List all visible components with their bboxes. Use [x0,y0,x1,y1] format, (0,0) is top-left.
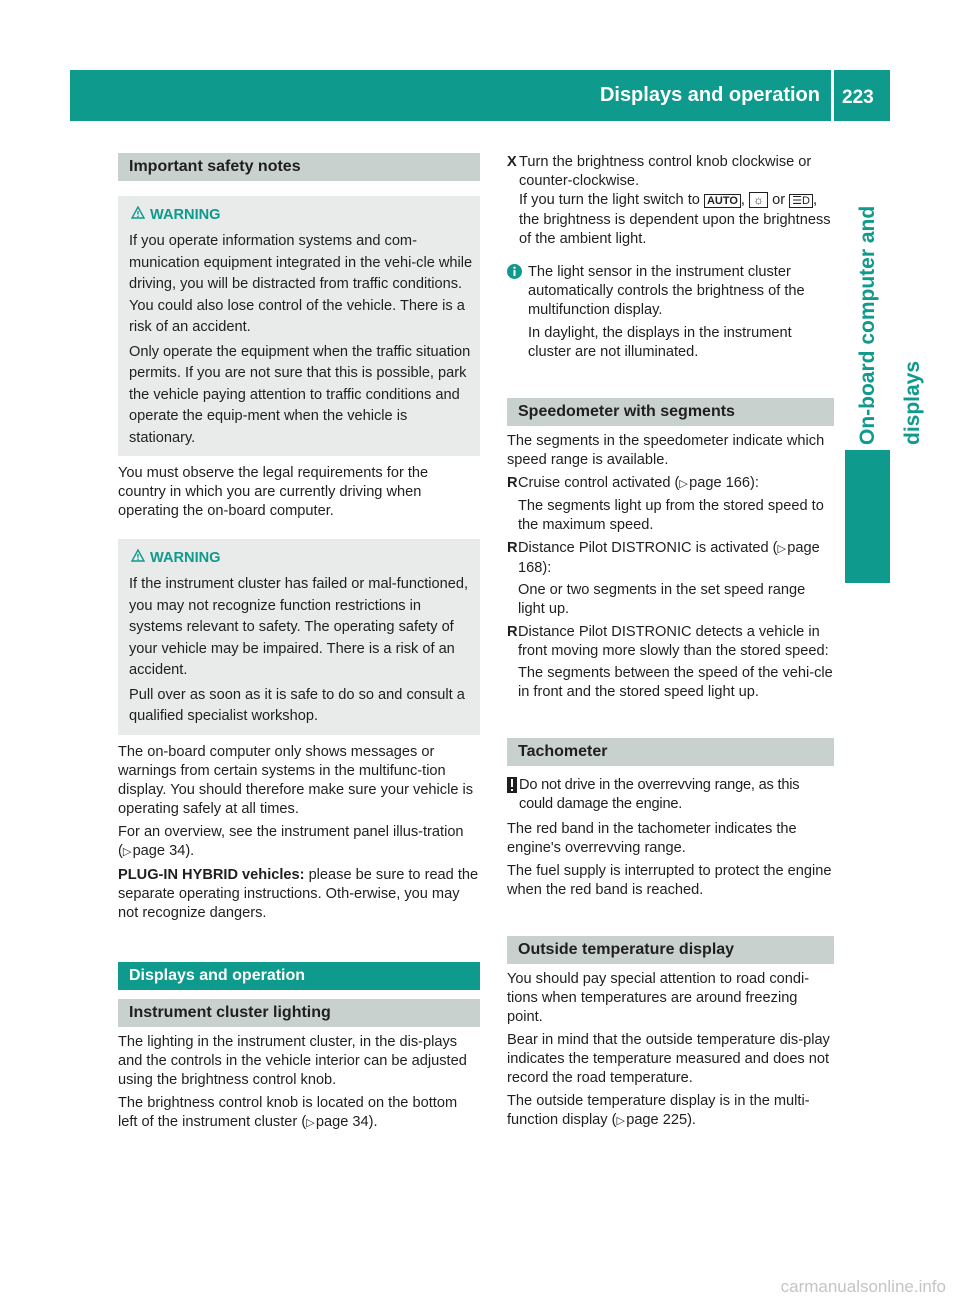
paragraph-onboard: The on-board computer only shows messages or warnings from certain systems in the multifunc-tion display. You should therefore make sure your vehicle is operating safely at all times. [118,743,474,817]
instruction-step: X Turn the brightness control knob clockwise or counter-clockwise. If you turn the light switch to AUTO , ☼ or ☰D , the brightness is dependent upon the brightness of the ambient light. [507,154,831,247]
warning-heading [131,549,474,568]
paragraph-temperature: The outside temperature display is in the multi-function display (▷ page 225). [507,1093,810,1128]
heading-instrument-cluster-lighting: Instrument cluster lighting [118,999,480,1027]
warning-triangle-icon [131,549,150,568]
page-reference-arrow-icon: ▷ [616,1115,625,1127]
bullet-icon: R [507,540,518,556]
right-column [507,153,834,1131]
caution-note: Do not drive in the overrevving range, as this could damage the engine. [507,776,834,814]
heading-tachometer: Tachometer [507,738,834,766]
paragraph-legal: You must observe the legal requirements for the country in which you are currently driving when operating the on-board computer. [118,465,429,519]
warning-box [118,539,480,735]
info-icon [507,264,522,285]
left-column [118,153,480,1133]
info-note: The light sensor in the instrument cluster automatically controls the brightness of the multifunction display. In daylight, the displays in the instrument cluster are not illuminated. [507,263,834,362]
page-header-title: Displays and operation [599,84,820,106]
warning-text: Only operate the equipment when the traffic situation permits. If you are not sure that this is possible, park the vehicle paying attention to traffic conditions and operate the equip-ment when the vehicle is stationary. [129,343,471,446]
page-reference-link[interactable]: page 168): [518,540,820,576]
side-tab-block [845,450,890,583]
header-divider [831,70,834,121]
warning-heading [131,206,474,225]
bullet-icon: R [507,624,518,640]
heading-important-safety-notes: Important safety notes [118,153,480,181]
list-item: R Cruise control activated (▷ page 166): The segments light up from the stored speed to the maximum speed. [507,475,824,533]
paragraph-lighting: The lighting in the instrument cluster, in the dis-plays and the controls in the vehicle interior can be adjusted using the brightness control knob. [118,1033,467,1088]
paragraph-temperature: You should pay special attention to road condi-tions when temperatures are around freezing point. [507,971,810,1025]
parking-light-symbol-icon: ☼ [749,192,768,208]
paragraph-plugin: PLUG-IN HYBRID vehicles: please be sure to read the separate operating instructions. Oth-erwise, you may not recognize dangers. [118,866,479,921]
page-number: 223 [842,87,874,108]
paragraph-temperature: Bear in mind that the outside temperature dis-play indicates the temperature measured and does not record the road temperature. [507,1032,830,1086]
paragraph-knob-location: The brightness control knob is located on the bottom left of the instrument cluster (▷ page 34). [118,1094,458,1130]
page-reference-link[interactable]: page 166): [689,475,759,491]
warning-box [118,196,480,456]
heading-displays-and-operation: Displays and operation [118,962,480,990]
page-reference-link[interactable]: page 34). [132,842,195,859]
bullet-icon: R [507,475,518,491]
warning-label: WARNING [150,550,221,566]
side-chapter-tab: On-board computer and displays [856,205,924,445]
warning-text: Pull over as soon as it is safe to do so and consult a qualified specialist workshop. [129,686,465,724]
heading-outside-temperature-display: Outside temperature display [507,936,834,964]
page-reference-arrow-icon: ▷ [679,478,688,490]
list-item: R Distance Pilot DISTRONIC is activated (▷ page 168): One or two segments in the set speed range light up. [507,540,820,617]
paragraph-tachometer: The fuel supply is interrupted to protect the engine when the red band is reached. [507,863,832,898]
step-arrow-icon: X [507,154,517,170]
low-beam-symbol-icon: ☰D [789,194,813,208]
caution-icon [507,777,517,799]
paragraph-overview: For an overview, see the instrument panel illus-tration (▷ page 34). [118,823,464,859]
list-item: R Distance Pilot DISTRONIC detects a vehicle in front moving more slowly than the stored speed: The segments between the speed of the vehi-cle in front and the stored speed light up. [507,624,833,700]
page-reference-arrow-icon: ▷ [777,543,786,555]
page-reference-arrow-icon: ▷ [306,1116,315,1129]
warning-text: If the instrument cluster has failed or mal-functioned, you may not recognize function restrictions in systems relevant to safety. The operating safety of your vehicle may be impaired. There is a risk of an accident. [129,576,469,678]
warning-triangle-icon [131,206,150,225]
warning-label: WARNING [150,207,221,223]
warning-text: If you operate information systems and com-munication equipment integrated in the vehi-cle while driving, you will be distracted from traffic conditions. You could also lose control of the vehicle. There is a risk of an accident. [129,233,473,335]
heading-speedometer-with-segments: Speedometer with segments [507,398,834,426]
watermark-footer: carmanualsonline.info [780,1277,946,1296]
plugin-label: PLUG-IN HYBRID vehicles: [118,866,305,883]
page-reference-link[interactable]: page 225). [626,1112,696,1128]
paragraph-speedometer: The segments in the speedometer indicate which speed range is available. [507,433,825,468]
auto-switch-symbol-icon: AUTO [704,194,741,208]
paragraph-tachometer: The red band in the tachometer indicates the engine's overrevving range. [507,821,797,856]
page-reference-arrow-icon: ▷ [122,845,132,858]
page-reference-link[interactable]: page 34). [315,1113,378,1130]
